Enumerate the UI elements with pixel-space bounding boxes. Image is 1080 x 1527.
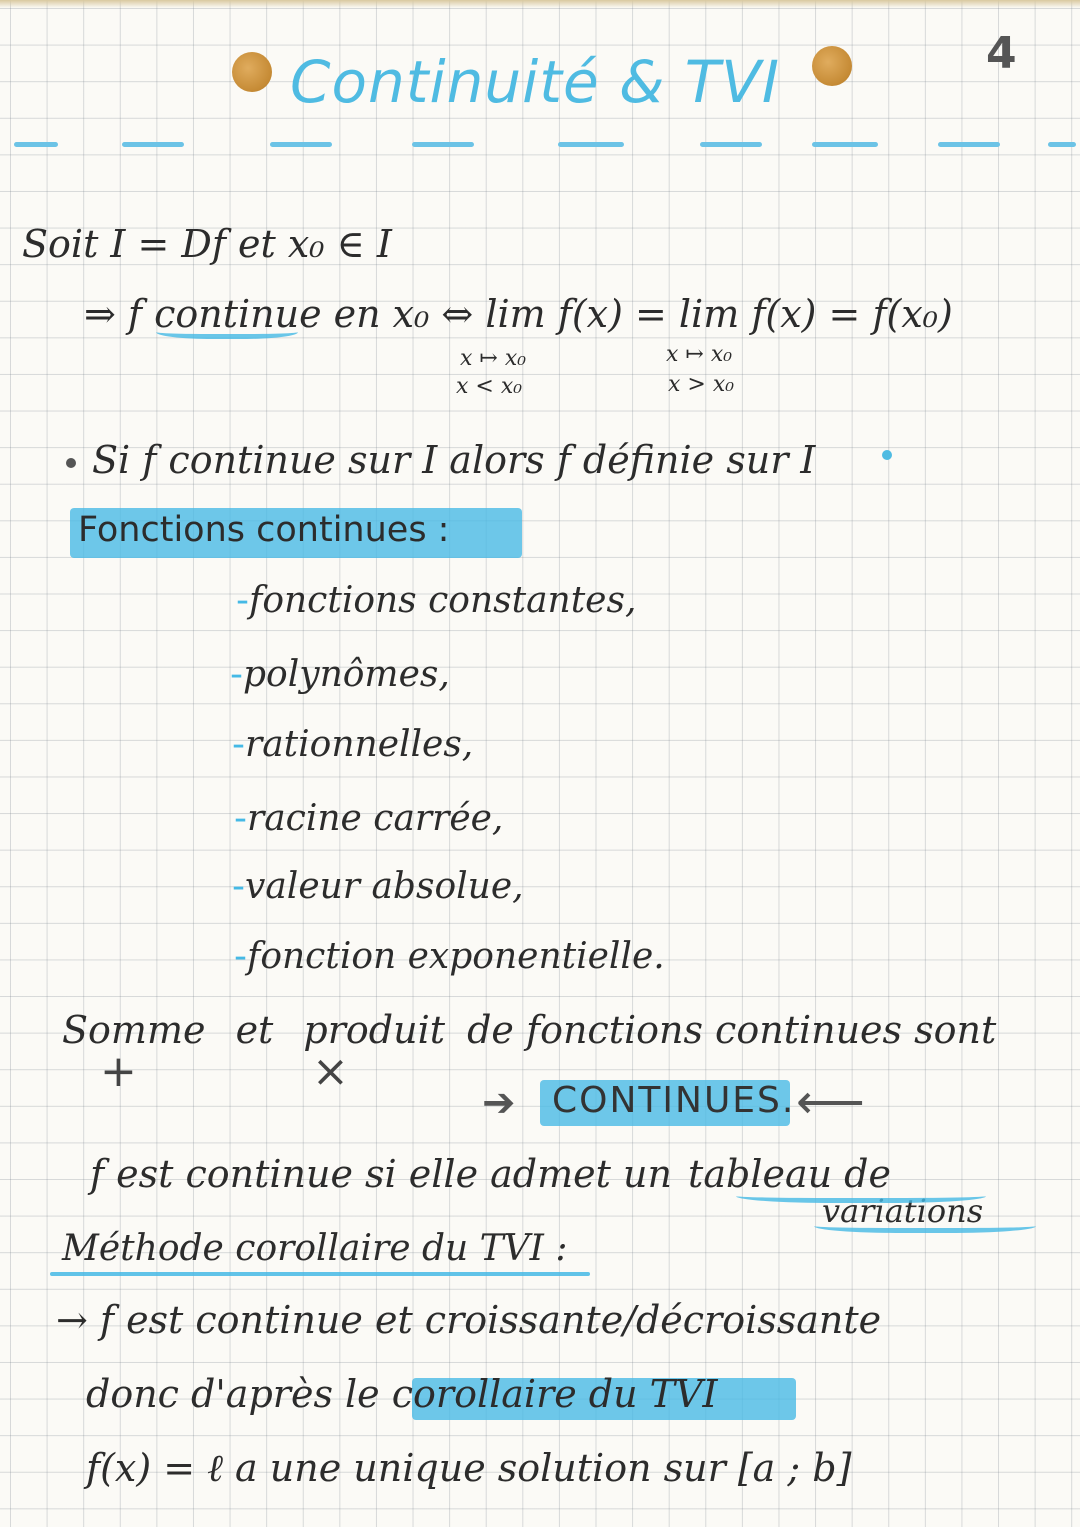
list-item: -polynômes,: [230, 654, 450, 695]
definition-line-1: Soit I = Df et x₀ ∈ I: [22, 222, 392, 266]
variations-word: variations: [822, 1192, 984, 1230]
limit-left-approach: x ↦ x₀: [460, 346, 527, 371]
binder-hole-left: [232, 52, 272, 92]
limit-left-condition: x < x₀: [456, 374, 523, 399]
sum-word: Somme: [62, 1008, 206, 1052]
tableau-de: tableau de: [688, 1152, 891, 1196]
tableau-underline: [736, 1186, 986, 1203]
bullet-dot: [66, 458, 76, 468]
arrow-left-icon: ⟵: [796, 1074, 865, 1130]
method-heading: Méthode corollaire du TVI :: [62, 1228, 568, 1269]
paper-top-edge: [0, 0, 1080, 8]
list-item: -rationnelles,: [232, 724, 474, 765]
method-line-1: → f est continue et croissante/décroissante: [56, 1298, 882, 1342]
list-item: -valeur absolue,: [232, 866, 524, 907]
continuous-functions-heading: Fonctions continues :: [78, 510, 450, 550]
variations-underline: [814, 1216, 1036, 1233]
variation-note-text: f est continue si elle admet un: [90, 1152, 672, 1196]
plus-symbol: +: [100, 1046, 137, 1097]
list-item: -fonction exponentielle.: [234, 936, 665, 977]
sum-product-sentence: [62, 1008, 996, 1052]
blue-dot: [882, 450, 892, 460]
limit-equation: en x₀ ⇔ lim f(x) = lim f(x) = f(x₀): [321, 292, 953, 336]
method-line-2-prefix: donc d'après le: [86, 1372, 392, 1416]
continues-result: CONTINUES.: [552, 1080, 796, 1121]
and-word: et: [235, 1008, 274, 1052]
remark-text: Si f continue sur I alors f définie sur I: [92, 438, 816, 482]
page-title: Continuité & TVI: [290, 48, 780, 116]
implies-prefix: ⇒ f: [84, 292, 155, 336]
list-item: -fonctions constantes,: [236, 580, 637, 621]
continue-underline: [156, 322, 298, 339]
continue-text: continue: [154, 292, 322, 336]
page-number: 4: [986, 28, 1017, 79]
corollaire-text: corollaire du TVI: [391, 1372, 718, 1416]
limit-right-approach: x ↦ x₀: [666, 342, 733, 367]
method-line-3: f(x) = ℓ a une unique solution sur [a ; b]: [86, 1446, 852, 1490]
binder-hole-right: [812, 46, 852, 86]
limit-right-condition: x > x₀: [668, 372, 735, 397]
method-line-2: [86, 1372, 717, 1416]
list-item: -racine carrée,: [234, 798, 504, 839]
times-symbol: ×: [312, 1046, 349, 1097]
sum-product-rest: de fonctions continues sont: [467, 1008, 997, 1052]
product-word: produit: [303, 1008, 446, 1052]
method-heading-underline: [50, 1272, 590, 1276]
arrow-right-icon: ➔: [482, 1080, 516, 1126]
